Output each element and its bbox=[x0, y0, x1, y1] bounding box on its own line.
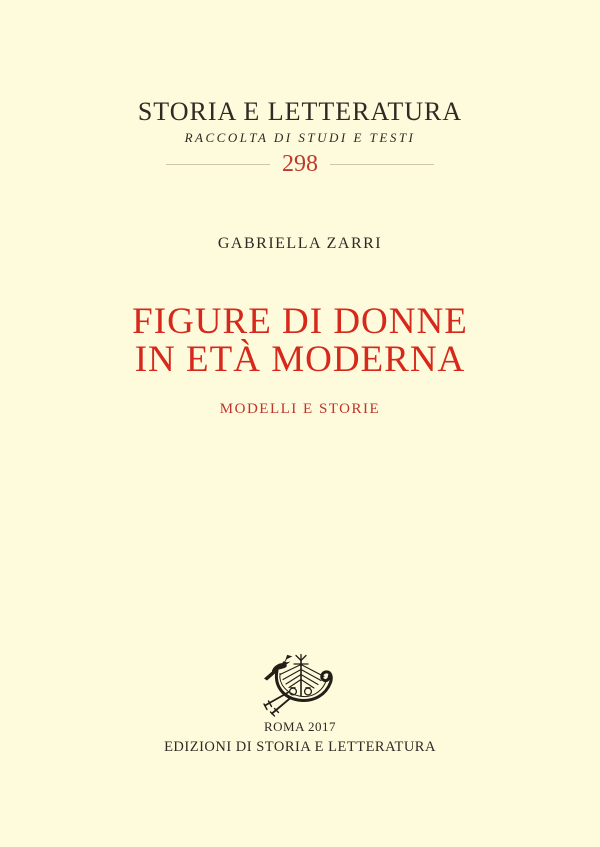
ship-with-bird-printer-mark-icon bbox=[260, 652, 340, 719]
publisher-logo bbox=[260, 652, 340, 719]
series-subtitle: RACCOLTA DI STUDI E TESTI bbox=[184, 130, 416, 145]
book-title-line-2: IN ETÀ MODERNA bbox=[134, 339, 466, 380]
series-number: 298 bbox=[282, 151, 318, 177]
series-number-row bbox=[0, 152, 600, 176]
book-subtitle: MODELLI E STORIE bbox=[219, 401, 381, 417]
series-number-rule-left bbox=[166, 164, 270, 165]
book-title-line-1: FIGURE DI DONNE bbox=[132, 301, 468, 342]
imprint-place-year: ROMA 2017 bbox=[263, 719, 337, 734]
series-title: STORIA E LETTERATURA bbox=[137, 97, 463, 126]
author-name: GABRIELLA ZARRI bbox=[217, 235, 383, 252]
series-number-rule-right bbox=[330, 164, 434, 165]
book-title bbox=[0, 303, 600, 379]
publisher-name: EDIZIONI DI STORIA E LETTERATURA bbox=[164, 739, 436, 755]
